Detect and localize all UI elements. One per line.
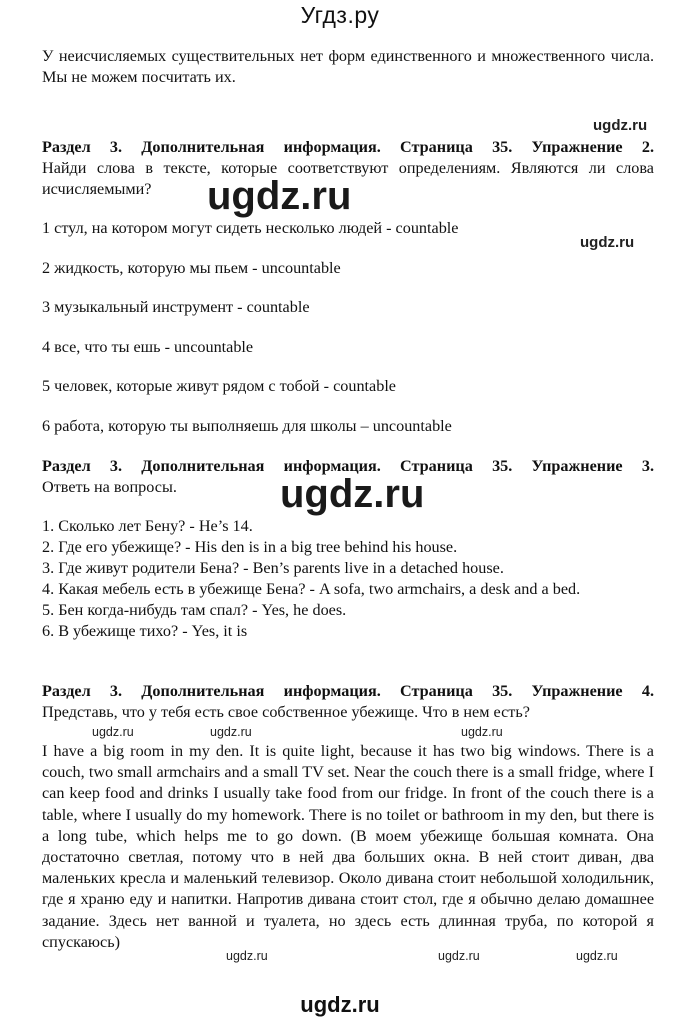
exercise-2-item: 5 человек, которые живут рядом с тобой - countable: [42, 377, 396, 395]
exercise-2-item: 1 стул, на котором могут сидеть несколько людей - countable: [42, 219, 459, 237]
exercise-4-heading: Раздел 3. Дополнительная информация. Страница 35. Упражнение 4.: [42, 682, 654, 700]
exercise-4-task: Представь, что у тебя есть свое собственное убежище. Что в нем есть?: [42, 703, 530, 721]
exercise-2-item: 6 работа, которую ты выполняешь для школы – uncountable: [42, 417, 452, 435]
exercise-2-item: 4 все, что ты ешь - uncountable: [42, 338, 254, 356]
exercise-4-answer: I have a big room in my den. It is quite light, because it has two big windows. There is a couch, two small armchairs and a small TV set. Near the couch there is a small fridge, where I can keep food and drinks I usually take food from our fridge. In front of the couch there is a table, where I usually do my homework. There is no toilet or bathroom in my den, but there is a long tube, which helps me to go down. (В моем убежище большая комната. Она достаточно светлая, потому что в ней два больших окна. В ней стоит диван, два маленьких кресла и маленький телевизор. Около дивана стоит небольшой холодильник, где я храню еду и напитки. Напротив дивана стоит стол, где я обычно делаю домашнее задание. Здесь нет ванной и туалета, но здесь есть длинная труба, по которой я спускаюсь): [42, 742, 654, 951]
exercise-3-item: 3. Где живут родители Бена? - Ben’s parents live in a detached house.: [42, 559, 504, 577]
watermark: ugdz.ru: [280, 472, 425, 516]
site-title: Угдз.ру: [300, 2, 380, 28]
exercise-3-item: 6. В убежище тихо? - Yes, it is: [42, 622, 248, 640]
exercise-3-item: 4. Какая мебель есть в убежище Бена? - A sofa, two armchairs, a desk and a bed.: [42, 580, 581, 598]
watermark: ugdz.ru: [438, 949, 480, 963]
watermark: ugdz.ru: [461, 725, 503, 739]
exercise-3-item: 1. Сколько лет Бену? - He’s 14.: [42, 517, 253, 535]
watermark: ugdz.ru: [92, 725, 134, 739]
exercise-3-task: Ответь на вопросы.: [42, 478, 177, 496]
exercise-3-heading: Раздел 3. Дополнительная информация. Страница 35. Упражнение 3.: [42, 457, 654, 475]
exercise-2-item: 2 жидкость, которую мы пьем - uncountable: [42, 259, 341, 277]
exercise-2-item: 3 музыкальный инструмент - countable: [42, 298, 310, 316]
exercise-2-heading: Раздел 3. Дополнительная информация. Страница 35. Упражнение 2.: [42, 138, 654, 156]
watermark: ugdz.ru: [593, 117, 648, 134]
exercise-3-item: 5. Бен когда-нибудь там спал? - Yes, he does.: [42, 601, 347, 619]
watermark: ugdz.ru: [580, 234, 635, 251]
watermark: ugdz.ru: [207, 174, 352, 218]
exercise-3-item: 2. Где его убежище? - His den is in a big tree behind his house.: [42, 538, 458, 556]
intro-paragraph: У неисчисляемых существительных нет форм единственного и множественного числа. Мы не можем посчитать их.: [42, 47, 654, 86]
watermark: ugdz.ru: [226, 949, 268, 963]
watermark: ugdz.ru: [576, 949, 618, 963]
exercise-2-task: Найди слова в тексте, которые соответствуют определениям. Являются ли слова исчисляемыми?: [42, 159, 654, 198]
watermark: ugdz.ru: [210, 725, 252, 739]
footer-watermark: ugdz.ru: [300, 992, 380, 1017]
